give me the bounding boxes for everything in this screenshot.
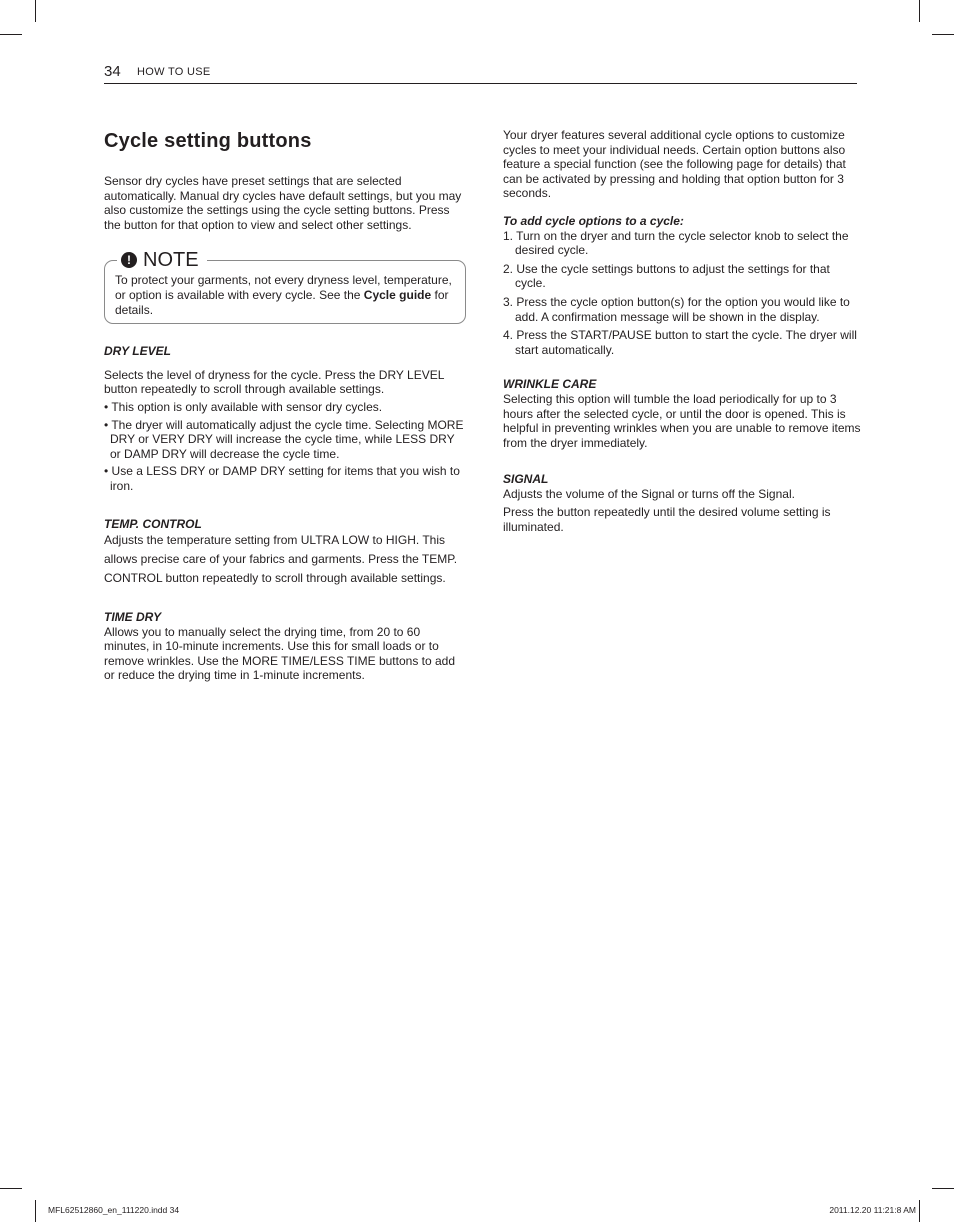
- note-label: NOTE: [143, 249, 199, 272]
- signal-body: Adjusts the volume of the Signal or turns off the Signal.: [503, 486, 795, 501]
- options-intro: Your dryer features several additional cycle options to customize cycles to meet your individual needs. Certain option buttons also feature a special function (see the following page for details) that can be activated by pressing and holding that option button for 3 seconds.: [503, 128, 846, 201]
- crop-mark: [35, 1200, 36, 1222]
- footer-file-info: MFL62512860_en_111220.indd 34: [48, 1205, 180, 1215]
- list-item: • Use a LESS DRY or DAMP DRY setting for items that you wish to iron.: [104, 464, 460, 493]
- list-item: 3. Press the cycle option button(s) for the option you would like to add. A confirmation message will be shown in the display.: [503, 294, 850, 324]
- temp-control-body: Adjusts the temperature setting from ULTRA LOW to HIGH. This allows precise care of your fabrics and garments. Press the TEMP. CONTROL button repeatedly to scroll through available settings.: [104, 533, 458, 586]
- crop-mark: [932, 34, 954, 35]
- temp-control-heading: TEMP. CONTROL: [104, 516, 202, 531]
- crop-mark: [0, 34, 22, 35]
- crop-mark: [0, 1188, 22, 1189]
- dry-level-heading: DRY LEVEL: [104, 344, 171, 359]
- signal-body-2: Press the button repeatedly until the desired volume setting is illuminated.: [503, 505, 831, 535]
- page-title: Cycle setting buttons: [104, 130, 312, 152]
- list-item: • This option is only available with sensor dry cycles.: [104, 399, 383, 414]
- note-text: To protect your garments, not every dryness level, temperature, or option is available with every cycle. See the Cycle guide for details.: [115, 273, 452, 317]
- alert-icon: !: [121, 252, 137, 268]
- intro-paragraph: Sensor dry cycles have preset settings that are selected automatically. Manual dry cycles have default settings, but you may also customize the settings using the cycle setting buttons. Press the button for that option to view and select other settings.: [104, 174, 462, 232]
- list-item: 2. Use the cycle settings buttons to adjust the settings for that cycle.: [503, 261, 830, 291]
- footer-timestamp: 2011.12.20 11:21:8 AM: [829, 1205, 916, 1215]
- time-dry-body: Allows you to manually select the drying time, from 20 to 60 minutes, in 10-minute increments. Use this for small loads or to remove wrinkles. Use the MORE TIME/LESS TIME buttons to add or reduce the drying time in 1-minute increments.: [104, 624, 456, 683]
- right-column: [503, 128, 863, 535]
- crop-mark: [919, 1200, 920, 1222]
- cycle-guide-ref: Cycle guide: [363, 287, 432, 302]
- note-heading: [117, 249, 207, 271]
- section-label: HOW TO USE: [137, 66, 211, 78]
- page-number: 34: [104, 63, 121, 80]
- list-item: • The dryer will automatically adjust the cycle time. Selecting MORE DRY or VERY DRY will increase the cycle time, while LESS DRY or DAMP DRY will decrease the cycle time.: [104, 417, 464, 461]
- signal-heading: SIGNAL: [503, 472, 549, 487]
- crop-mark: [35, 0, 36, 22]
- note-box: [104, 249, 466, 324]
- crop-mark: [932, 1188, 954, 1189]
- crop-mark: [919, 0, 920, 22]
- left-column: [104, 128, 466, 683]
- add-options-heading: To add cycle options to a cycle:: [503, 213, 684, 228]
- list-item: 4. Press the START/PAUSE button to start the cycle. The dryer will start automatically.: [503, 328, 857, 357]
- list-item: 1. Turn on the dryer and turn the cycle selector knob to select the desired cycle.: [503, 228, 849, 258]
- page-header: [104, 63, 857, 84]
- wrinkle-care-heading: WRINKLE CARE: [503, 377, 597, 392]
- time-dry-heading: TIME DRY: [104, 610, 162, 625]
- dry-level-body: Selects the level of dryness for the cycle. Press the DRY LEVEL button repeatedly to scroll through available settings.: [104, 367, 444, 397]
- wrinkle-care-body: Selecting this option will tumble the load periodically for up to 3 hours after the selected cycle, or until the door is opened. This is helpful in preventing wrinkles when you are unable to remove items from the dryer immediately.: [503, 391, 861, 450]
